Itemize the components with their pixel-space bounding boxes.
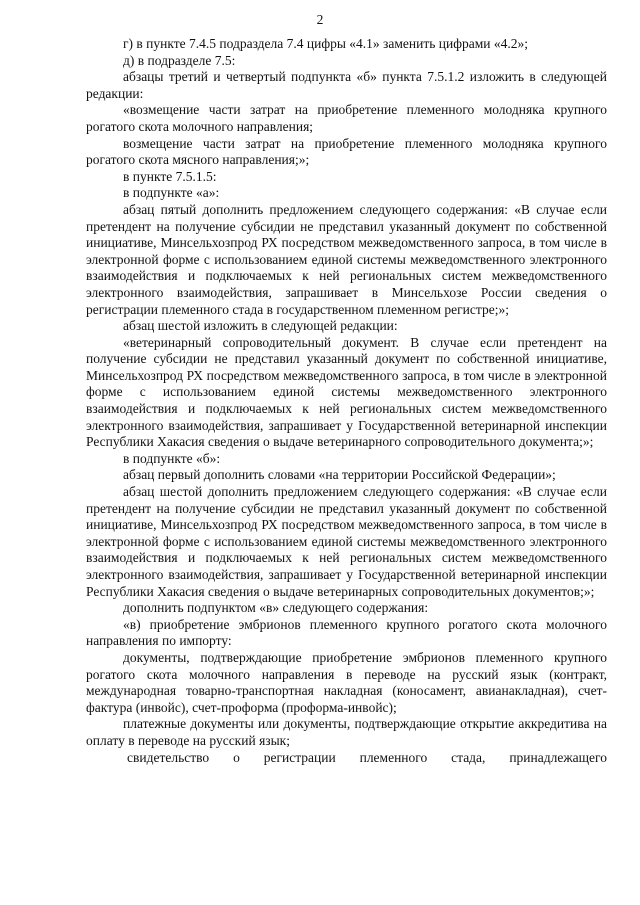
paragraph: абзацы третий и четвертый подпункта «б» пункта 7.5.1.2 изложить в следующей редакции:	[86, 69, 607, 101]
paragraph: дополнить подпунктом «в» следующего содержания:	[123, 600, 429, 616]
paragraph: «ветеринарный сопроводительный документ. В случае если претендент на получение субсидии не представил указанный документ по собственной инициативе, Минсельхозпрод РХ посредством межведомственного запроса, в том числе в электронной форме с использованием единой системы межведомственного электронного взаимодействия и подключаемых к ней региональных систем межведомственного электронного взаимодействия, запрашивает у Государственной ветеринарной инспекции Республики Хакасия сведения о выдаче ветеринарного сопроводительного документа;»;	[86, 334, 607, 450]
paragraph: возмещение части затрат на приобретение племенного молодняка крупного рогатого скота мясного направления;»;	[86, 135, 607, 168]
paragraph: в подпункте «б»:	[123, 450, 221, 466]
document-body	[86, 36, 607, 766]
paragraph: в пункте 7.5.1.5:	[123, 168, 217, 184]
paragraph: абзац пятый дополнить предложением следующего содержания: «В случае если претендент на получение субсидии не представил указанный документ по собственной инициативе, Минсельхозпрод РХ посредством межведомственного запроса, в том числе в электронной форме с использованием единой системы межведомственного электронного взаимодействия и подключаемых к ней региональных систем межведомственного электронного взаимодействия, запрашивает в Минсельхозе России сведения о регистрации племенного стада в государственном племенном регистре;»;	[86, 201, 607, 317]
paragraph: г) в пункте 7.4.5 подраздела 7.4 цифры «4.1» заменить цифрами «4.2»;	[123, 36, 528, 51]
page-number: 2	[316, 12, 324, 27]
paragraph: абзац первый дополнить словами «на территории Российской Федерации»;	[123, 467, 556, 483]
paragraph: «в) приобретение эмбрионов племенного крупного рогатого скота молочного направления по импорту:	[86, 616, 607, 649]
paragraph: платежные документы или документы, подтверждающие открытие аккредитива на оплату в переводе на русский язык;	[86, 716, 607, 748]
paragraph: в подпункте «а»:	[123, 185, 220, 201]
paragraph: «возмещение части затрат на приобретение племенного молодняка крупного рогатого скота молочного направления;	[86, 102, 607, 134]
paragraph: свидетельство о регистрации племенного стада, принадлежащего	[127, 749, 607, 765]
paragraph: д) в подразделе 7.5:	[123, 52, 236, 68]
paragraph: абзац шестой дополнить предложением следующего содержания: «В случае если претендент на получение субсидии не представил указанный документ по собственной инициативе, Минсельхозпрод РХ посредством межведомственного запроса, в том числе в электронной форме с использованием единой системы межведомственного электронного взаимодействия и подключаемых к ней региональных систем межведомственного электронного взаимодействия, запрашивает у Государственной ветеринарной инспекции Республики Хакасия сведения о выдаче ветеринарных сопроводительных документов;»;	[86, 484, 607, 599]
paragraph: документы, подтверждающие приобретение эмбрионов племенного крупного рогатого скота молочного направления в переводе на русский язык (контракт, международная товарно-транспортная накладная (коносамент, авианакладная), счет-фактура (инвойс), счет-проформа (проформа-инвойс);	[86, 649, 607, 715]
paragraph: абзац шестой изложить в следующей редакции:	[123, 318, 398, 334]
